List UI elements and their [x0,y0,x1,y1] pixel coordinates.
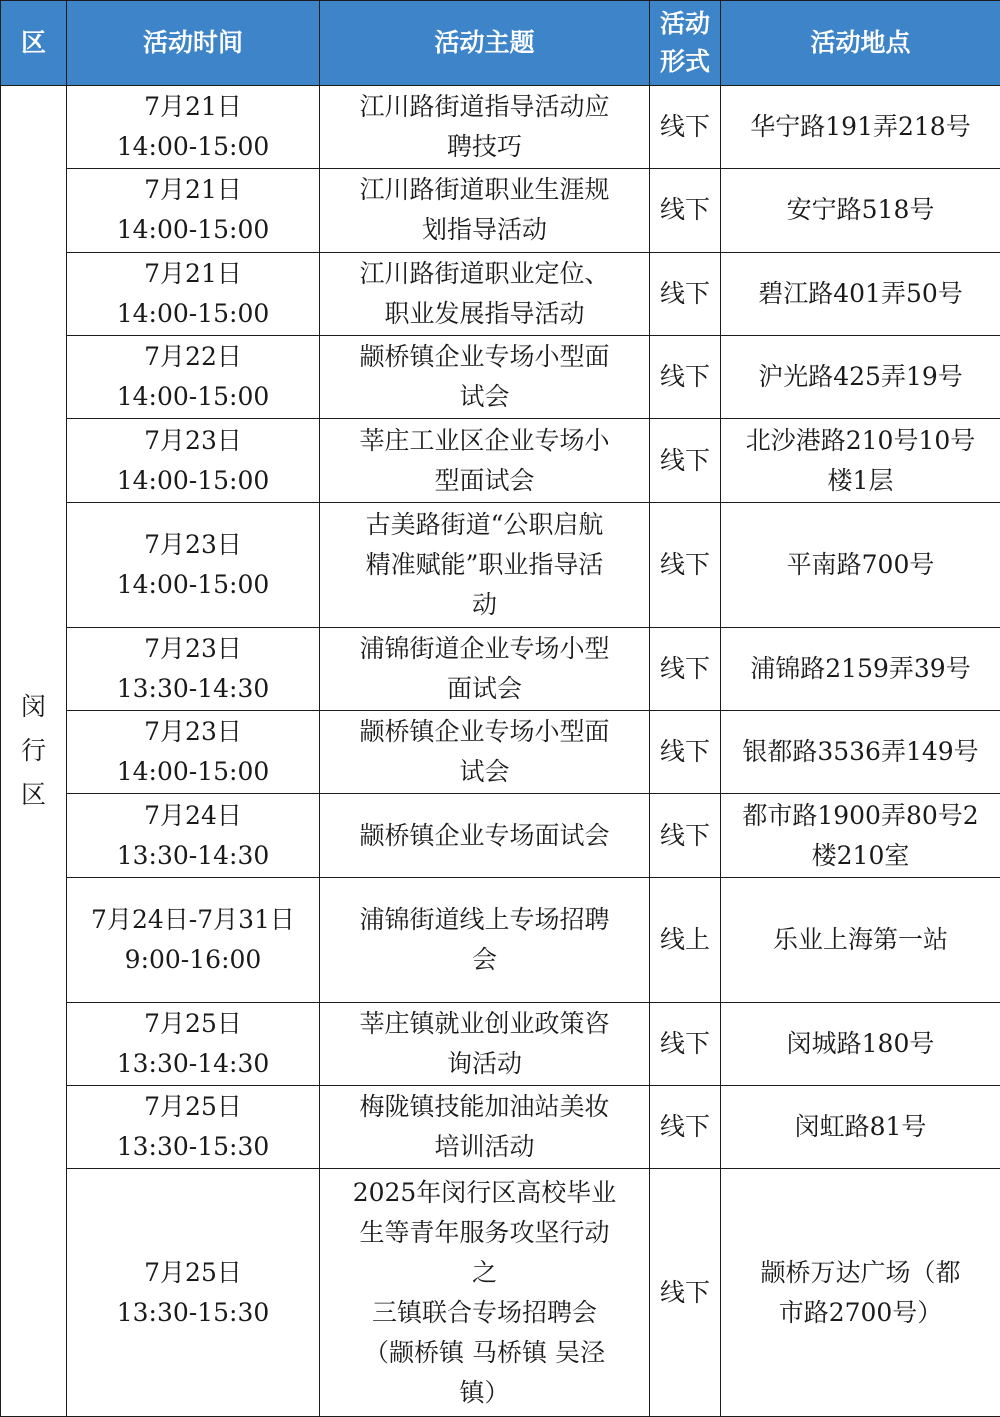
table-row [1,627,1000,710]
date-text: 7月22日 [144,341,242,371]
header-format-line: 活动 [659,9,710,38]
district-char: 区 [20,780,46,809]
topic-line: 划指导活动 [421,215,547,245]
time-cell [67,627,320,710]
location-cell [721,878,1000,1002]
location-line: 安宁路518号 [786,195,935,225]
table-row [1,710,1000,793]
table-row [1,252,1000,335]
location-line: 浦锦路2159弄39号 [750,653,971,683]
location-cell [721,335,1000,418]
district-cell [1,86,67,1417]
topic-line: （颛桥镇 马桥镇 吴泾 [364,1337,605,1367]
date-text: 7月21日 [144,92,242,122]
topic-line: 颛桥镇企业专场面试会 [359,820,610,850]
topic-line: 会 [471,945,497,975]
date-text: 7月23日 [144,425,242,455]
topic-line: 莘庄工业区企业专场小 [359,425,610,455]
topic-line: 古美路街道“公职启航 [365,509,604,539]
time-cell [67,169,320,252]
date-text: 7月23日 [144,716,242,746]
topic-line: 职业发展指导活动 [384,298,585,328]
header-district: 区 [1,1,67,86]
location-line: 楼1层 [827,465,894,495]
time-cell [67,86,320,169]
time-text: 14:00-15:00 [116,132,270,162]
date-text: 7月23日 [144,633,242,663]
location-cell [721,1169,1000,1417]
topic-line: 精准赋能”职业指导活 [365,549,604,579]
location-line: 北沙港路210号10号 [745,425,976,455]
header-time: 活动时间 [67,1,320,86]
format-cell: 线下 [650,710,721,793]
location-cell [721,252,1000,335]
district-char: 行 [20,736,46,765]
time-text: 13:30-14:30 [116,1048,270,1078]
time-text: 13:30-15:30 [116,1297,270,1327]
topic-line: 江川路街道指导活动应 [359,92,610,122]
topic-cell [320,794,650,878]
format-cell: 线下 [650,1002,721,1085]
topic-line: 试会 [459,756,510,786]
topic-line: 莘庄镇就业创业政策咨 [359,1008,610,1038]
location-line: 闵城路180号 [786,1028,935,1058]
time-cell [67,419,320,503]
format-cell: 线上 [650,878,721,1002]
header-location: 活动地点 [721,1,1000,86]
topic-line: 江川路街道职业定位、 [359,258,610,288]
date-text: 7月25日 [144,1008,242,1038]
time-text: 9:00-16:00 [124,945,262,975]
format-cell: 线下 [650,169,721,252]
topic-line: 2025年闵行区高校毕业 [352,1177,617,1207]
topic-line: 江川路街道职业生涯规 [359,175,610,205]
topic-line: 生等青年服务攻坚行动 [359,1217,610,1247]
format-cell: 线下 [650,335,721,418]
location-cell [721,503,1000,627]
format-cell: 线下 [650,86,721,169]
date-text: 7月23日 [144,529,242,559]
topic-line: 面试会 [446,673,522,703]
topic-line: 浦锦街道线上专场招聘 [359,905,610,935]
topic-cell [320,710,650,793]
topic-cell [320,1002,650,1085]
location-line: 华宁路191弄218号 [750,112,971,142]
location-cell [721,794,1000,878]
district-char: 闵 [20,692,46,721]
location-cell [721,1002,1000,1085]
location-cell [721,419,1000,503]
format-cell: 线下 [650,503,721,627]
table-row [1,1002,1000,1085]
time-cell [67,503,320,627]
topic-line: 聘技巧 [446,132,522,162]
time-cell [67,335,320,418]
location-line: 平南路700号 [786,549,935,579]
topic-line: 浦锦街道企业专场小型 [359,633,610,663]
topic-line: 动 [471,589,497,619]
location-line: 银都路3536弄149号 [742,736,979,766]
date-text: 7月25日 [144,1257,242,1287]
location-cell [721,1085,1000,1168]
topic-line: 询活动 [446,1048,522,1078]
topic-cell [320,419,650,503]
topic-line: 培训活动 [434,1132,535,1162]
topic-cell [320,335,650,418]
topic-line: 颛桥镇企业专场小型面 [359,341,610,371]
location-cell [721,86,1000,169]
topic-line: 镇） [459,1377,510,1407]
topic-line: 梅陇镇技能加油站美妆 [359,1092,610,1122]
format-cell: 线下 [650,794,721,878]
time-text: 13:30-15:30 [116,1132,270,1162]
time-text: 13:30-14:30 [116,840,270,870]
time-cell [67,794,320,878]
location-cell [721,169,1000,252]
location-line: 乐业上海第一站 [772,925,948,955]
topic-line: 试会 [459,381,510,411]
time-text: 14:00-15:00 [116,756,270,786]
topic-line: 三镇联合专场招聘会 [371,1297,597,1327]
header-row [1,1,1000,86]
table-row [1,169,1000,252]
topic-line: 颛桥镇企业专场小型面 [359,716,610,746]
table-row [1,503,1000,627]
location-line: 闵虹路81号 [794,1112,927,1142]
format-cell: 线下 [650,1169,721,1417]
location-line: 都市路1900弄80号2 [742,800,979,830]
time-text: 14:00-15:00 [116,569,270,599]
location-line: 沪光路425弄19号 [758,361,963,391]
topic-cell [320,86,650,169]
time-cell [67,1002,320,1085]
topic-cell [320,503,650,627]
date-text: 7月24日 [144,800,242,830]
topic-cell [320,1085,650,1168]
format-cell: 线下 [650,1085,721,1168]
time-text: 14:00-15:00 [116,465,270,495]
location-line: 市路2700号） [778,1297,943,1327]
time-text: 14:00-15:00 [116,215,270,245]
time-cell [67,252,320,335]
topic-cell [320,252,650,335]
location-line: 颛桥万达广场（都 [760,1257,961,1287]
date-text: 7月21日 [144,175,242,205]
date-text: 7月24日-7月31日 [91,905,295,935]
topic-cell [320,1169,650,1417]
topic-line: 之 [471,1257,497,1287]
date-text: 7月25日 [144,1092,242,1122]
table-row [1,878,1000,1002]
header-topic: 活动主题 [320,1,650,86]
table-row [1,794,1000,878]
topic-cell [320,627,650,710]
location-cell [721,710,1000,793]
format-cell: 线下 [650,419,721,503]
location-line: 碧江路401弄50号 [758,278,963,308]
table-row [1,86,1000,169]
time-text: 13:30-14:30 [116,673,270,703]
location-cell [721,627,1000,710]
table-row [1,1085,1000,1168]
format-cell: 线下 [650,252,721,335]
topic-cell [320,169,650,252]
topic-cell [320,878,650,1002]
time-cell [67,1169,320,1417]
time-text: 14:00-15:00 [116,298,270,328]
time-cell [67,1085,320,1168]
date-text: 7月21日 [144,258,242,288]
header-format-line: 形式 [659,47,710,76]
time-cell [67,878,320,1002]
topic-line: 型面试会 [434,465,535,495]
time-cell [67,710,320,793]
header-format [650,1,721,86]
format-cell: 线下 [650,627,721,710]
table-row [1,335,1000,418]
time-text: 14:00-15:00 [116,381,270,411]
location-line: 楼210室 [811,840,910,870]
table-row [1,419,1000,503]
table-row [1,1169,1000,1417]
